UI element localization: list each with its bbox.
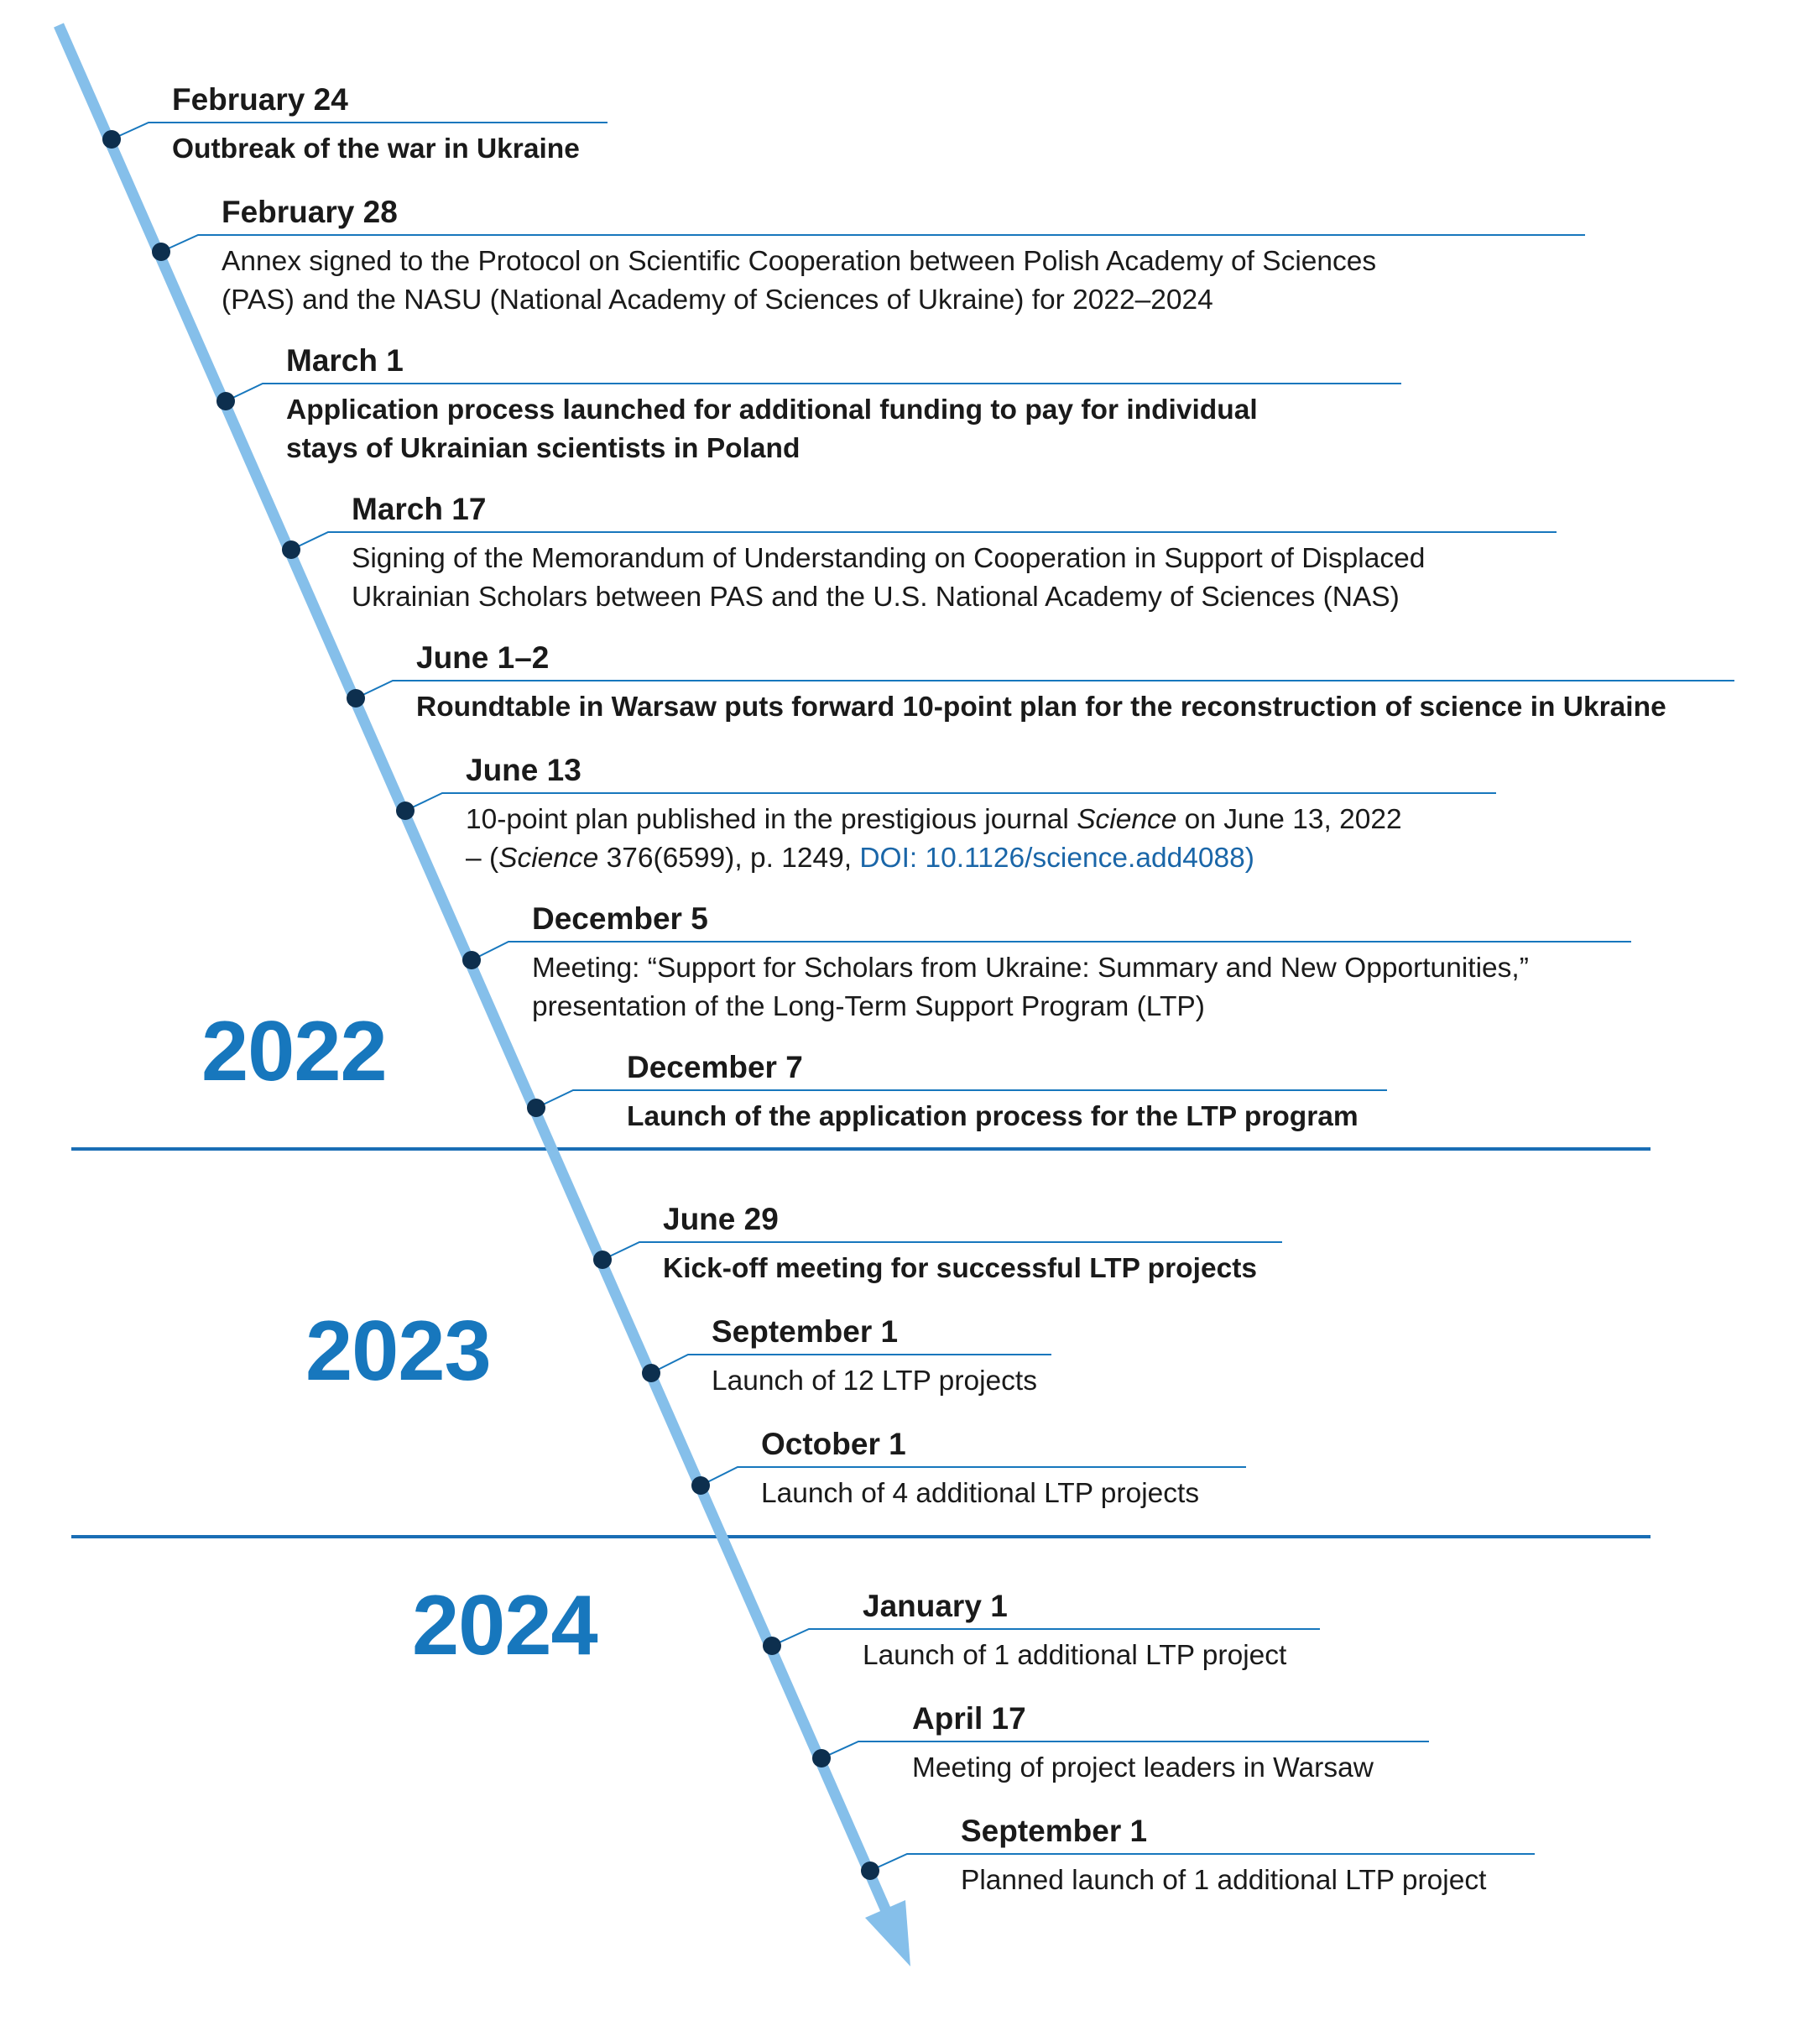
event-description-line: Roundtable in Warsaw puts forward 10-point plan for the reconstruction of science in Ukraine (416, 692, 1666, 723)
event-description (912, 1749, 1374, 1788)
event-description-line: Annex signed to the Protocol on Scientific Cooperation between Polish Academy of Sciences (222, 246, 1377, 277)
event-dot (152, 243, 170, 261)
event-dot (691, 1476, 710, 1495)
event-date: September 1 (712, 1314, 899, 1349)
event-description (663, 1250, 1257, 1288)
event-date: February 24 (172, 82, 348, 117)
event-date: June 29 (663, 1202, 779, 1236)
event-dot (527, 1099, 545, 1117)
timeline-arrow-head (865, 1900, 910, 1966)
event-date: September 1 (961, 1814, 1148, 1848)
description-text: – ( (466, 843, 499, 874)
event-dot (102, 130, 121, 149)
event-description-line: Planned launch of 1 additional LTP project (961, 1865, 1487, 1896)
event-description-line: Meeting: “Support for Scholars from Ukraine: Summary and New Opportunities,” (532, 953, 1529, 984)
event-dot (462, 951, 481, 969)
event-description (863, 1637, 1286, 1675)
event-description-line: Launch of 1 additional LTP project (863, 1640, 1287, 1671)
event-description-line: Ukrainian Scholars between PAS and the U.S. National Academy of Sciences (NAS) (352, 582, 1400, 613)
event-description-line: Signing of the Memorandum of Understanding on Cooperation in Support of Displaced (352, 543, 1426, 574)
event-description-line (466, 839, 1402, 878)
event-dot (347, 689, 365, 708)
event-dot (812, 1749, 831, 1768)
event-date: October 1 (761, 1427, 906, 1461)
event-dot (763, 1637, 781, 1655)
event-dot (861, 1862, 879, 1880)
event-date: June 13 (466, 753, 581, 787)
event-description-line: presentation of the Long-Term Support Program (LTP) (532, 991, 1205, 1022)
journal-name: Science (1077, 804, 1177, 835)
doi-link[interactable]: DOI: 10.1126/science.add4088) (859, 843, 1254, 874)
event-description-line (466, 801, 1402, 839)
description-text: 376(6599), p. 1249, (598, 843, 860, 874)
event-description (712, 1362, 1037, 1401)
event-description-line: Meeting of project leaders in Warsaw (912, 1752, 1374, 1783)
event-description (466, 801, 1402, 878)
event-dot (216, 392, 235, 410)
event-date: January 1 (863, 1589, 1008, 1623)
event-date: December 7 (627, 1050, 803, 1084)
event-description (532, 949, 1529, 1026)
event-description (961, 1862, 1486, 1900)
event-description (222, 243, 1376, 320)
event-description-line: Launch of 4 additional LTP projects (761, 1478, 1200, 1509)
description-text: on June 13, 2022 (1176, 804, 1402, 835)
year-label-2022: 2022 (201, 1005, 387, 1099)
event-date: March 17 (352, 492, 487, 526)
description-text: 10-point plan published in the prestigious journal (466, 804, 1077, 835)
event-description (286, 391, 1258, 468)
event-date: June 1–2 (416, 640, 550, 675)
year-label-2023: 2023 (305, 1304, 491, 1398)
event-date: March 1 (286, 343, 404, 378)
event-description-line: Kick-off meeting for successful LTP projects (663, 1253, 1257, 1284)
event-dot (396, 802, 415, 820)
event-description (352, 540, 1425, 617)
event-description-line: Outbreak of the war in Ukraine (172, 133, 580, 164)
event-description (761, 1475, 1199, 1513)
event-description (416, 688, 1666, 727)
event-dot (593, 1251, 612, 1269)
event-dot (642, 1364, 660, 1382)
event-date: December 5 (532, 901, 708, 936)
event-description-line: (PAS) and the NASU (National Academy of Sciences of Ukraine) for 2022–2024 (222, 285, 1213, 316)
event-description (172, 130, 580, 169)
event-description-line: Application process launched for additional funding to pay for individual (286, 394, 1258, 426)
event-dot (282, 540, 300, 559)
event-description-line: Launch of 12 LTP projects (712, 1365, 1037, 1397)
event-description-line: Launch of the application process for the LTP program (627, 1101, 1358, 1132)
event-date: April 17 (912, 1701, 1026, 1736)
journal-name: Science (498, 843, 599, 874)
event-description (627, 1098, 1358, 1136)
year-label-2024: 2024 (412, 1579, 597, 1673)
event-description-line: stays of Ukrainian scientists in Poland (286, 433, 800, 464)
event-date: February 28 (222, 195, 398, 229)
